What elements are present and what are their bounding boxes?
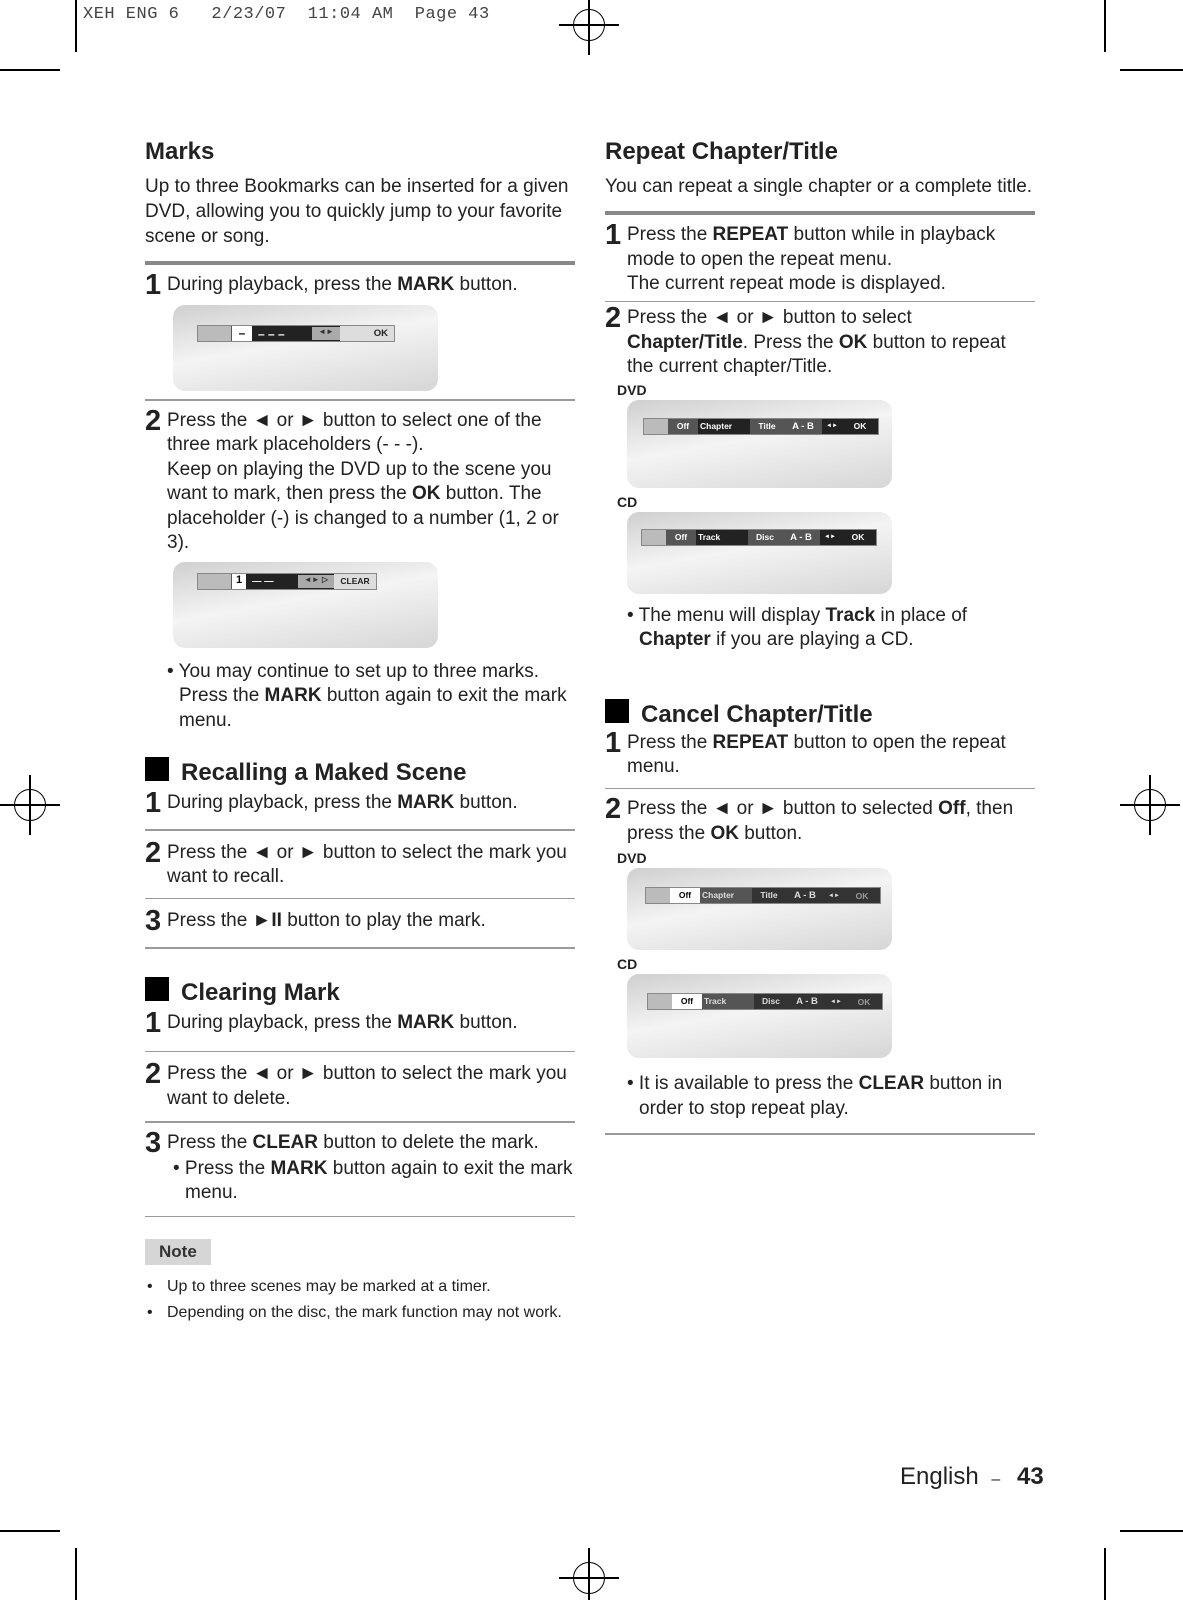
clearing-step-1: 1 During playback, press the MARK button. [145,1006,518,1039]
repeat-bullet: • The menu will display Track in place of Chapter if you are playing a CD. [627,604,968,650]
cancel-cd-bar: Off Track Disc A - B ◄► OK [647,993,883,1010]
mark-osd-bar-2 [197,573,377,590]
ok-label: OK [340,326,394,341]
repeat-icon [646,888,670,903]
footer-language: English [900,1463,979,1490]
cancel-dvd-osd [627,868,892,950]
divider [145,898,575,900]
cancel-header [605,701,1035,729]
divider [145,261,575,265]
divider [145,947,575,949]
repeat-icon [644,419,668,434]
section-square-icon [605,699,629,723]
repeat-step-1: 1 Press the REPEAT button while in playback mode to open the repeat menu. The current repeat mode is displayed. [605,219,996,294]
recall-header [145,759,575,787]
mark-number: 1 [232,574,246,589]
divider [605,211,1035,215]
repeat-title: Repeat Chapter/Title [605,138,838,165]
cancel-step-2: 2 Press the ◄ or ► button to selected Off, then press the OK button. [605,793,1014,844]
note-label: Note [145,1239,211,1265]
repeat-icon [642,530,666,545]
note-item: • Up to three scenes may be marked at a timer. [147,1278,491,1295]
cancel-dvd-bar: Off Chapter Title A - B ◄► OK [645,887,881,904]
section-square-icon [145,977,169,1001]
crop-mark [0,1530,60,1532]
divider [605,301,1035,303]
crop-mark [75,1548,77,1600]
arrows-icon: ◄► ▷ [298,575,334,588]
marks-step-2: 2 Press the ◄ or ► button to select one of the three mark placeholders (- - -). Keep on playing the DVD up to the scene you want to mark, then press the OK button. The placeholder (-) is changed to a number (1, 2 or 3). [145,404,559,553]
cd-label: CD [617,493,638,510]
cancel-bullet: • It is available to press the CLEAR button in order to stop repeat play. [627,1073,1003,1119]
repeat-icon [648,994,672,1009]
marks-intro: Up to three Bookmarks can be inserted for a given DVD, allowing you to quickly jump to your favorite scene or song. [145,176,569,247]
divider [145,1051,575,1053]
crop-mark [1104,0,1106,52]
divider [605,788,1035,790]
cancel-cd-osd [627,974,892,1058]
divider [145,1121,575,1123]
repeat-intro: You can repeat a single chapter or a complete title. [605,176,1033,197]
crop-mark [1104,1548,1106,1600]
left-column [145,138,575,1323]
crop-mark [0,69,60,71]
crop-mark [1120,69,1183,71]
section-square-icon [145,757,169,781]
mark-placeholders: — — [252,575,274,587]
mark-placeholders: – – – [258,326,285,341]
registration-mark-icon [559,1548,619,1600]
repeat-dvd-osd [627,400,892,488]
arrows-icon: ◄► [830,998,842,1005]
recall-step-2: 2 Press the ◄ or ► button to select the mark you want to recall. [145,836,567,887]
repeat-dvd-bar: Off Chapter Title A - B ◄► OK [643,418,879,435]
registration-mark-icon [0,775,60,835]
repeat-step-2: 2 Press the ◄ or ► button to select Chapter/Title. Press the OK button to repeat the current chapter/Title. [605,302,1006,377]
marks-bullet: • You may continue to set up to three marks. Press the MARK button again to exit the mark menu. [167,660,567,731]
page-number: 43 [1016,1463,1044,1490]
divider [145,1216,575,1218]
clearing-step-2: 2 Press the ◄ or ► button to select the mark you want to delete. [145,1058,567,1109]
recall-title: Recalling a Maked Scene [181,759,467,786]
clearing-bullet: • Press the MARK button again to exit the mark menu. [173,1157,573,1203]
page-footer [900,1463,1044,1491]
marks-step-1: 1 During playback, press the MARK button. [145,269,518,301]
divider [145,399,575,401]
recall-step-3: 3 Press the ►II button to play the mark. [145,905,486,937]
note-item: • Depending on the disc, the mark function may not work. [147,1304,562,1321]
note-box [145,1239,575,1323]
clearing-header [145,979,575,1007]
recall-step-1: 1 During playback, press the MARK button. [145,787,518,819]
footer-separator: – [991,1471,1001,1488]
clearing-title: Clearing Mark [181,978,340,1006]
repeat-cd-bar: Off Track Disc A - B ◄► OK [641,529,877,546]
arrows-icon: ◄► [312,327,340,340]
print-slug: XEH ENG 6 2/23/07 11:04 AM Page 43 [83,5,490,24]
repeat-cd-osd [627,512,892,594]
registration-mark-icon [1120,775,1180,835]
clearing-step-3: 3 Press the CLEAR button to delete the mark. [145,1126,539,1159]
marks-title: Marks [145,138,215,165]
crop-mark [1120,1530,1183,1532]
registration-mark-icon [559,0,619,55]
mark-osd-screen [173,305,438,391]
mark-osd-screen-2 [173,562,438,648]
arrows-icon: ◄► [826,423,838,429]
arrows-icon: ◄► [824,534,836,540]
cd-label: CD [617,956,638,972]
arrows-icon: ◄► [828,892,840,899]
clear-label: CLEAR [334,574,376,589]
crop-mark [75,0,77,52]
dvd-label: DVD [617,850,647,866]
cancel-step-1: 1 Press the REPEAT button to open the repeat menu. [605,726,1006,777]
divider [605,1133,1035,1135]
mark-osd-bar: – – – – ◄► OK [197,325,395,342]
dvd-label: DVD [617,381,647,398]
divider [145,829,575,831]
cancel-title: Cancel Chapter/Title [641,700,873,728]
right-column [605,138,1035,1135]
